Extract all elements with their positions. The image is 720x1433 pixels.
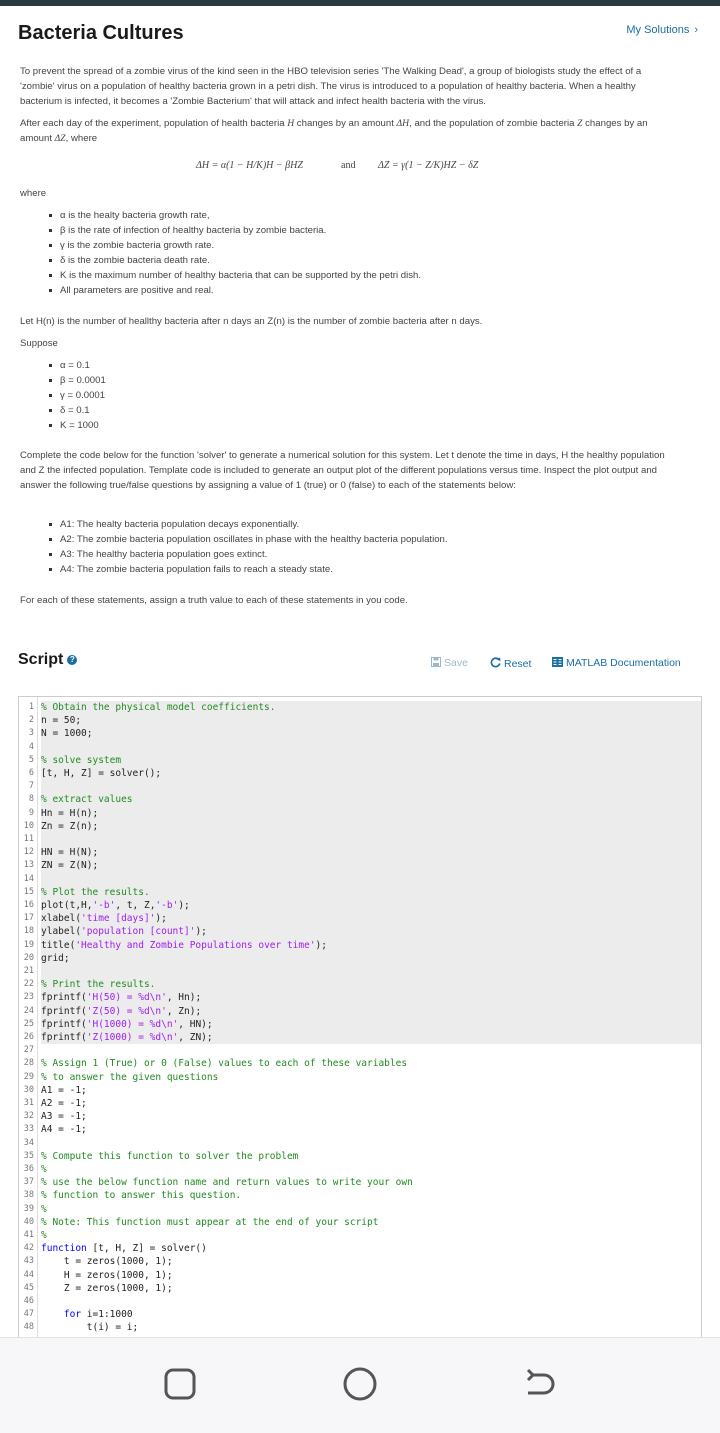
- save-icon: [431, 657, 441, 667]
- line-number: 4: [28, 741, 34, 752]
- after-each-text-5: , where: [65, 133, 98, 144]
- after-each-text-3: , and the population of zombie bacteria: [409, 118, 578, 129]
- code-text: % solve system: [41, 754, 701, 767]
- code-line[interactable]: [19, 1031, 701, 1044]
- code-line[interactable]: [19, 1057, 701, 1070]
- line-number: 30: [23, 1084, 34, 1095]
- line-number: 14: [23, 873, 34, 884]
- question-item: A4: The zombie bacteria population fails to reach a steady state.: [48, 562, 688, 577]
- page-title: Bacteria Cultures: [18, 22, 184, 44]
- code-line[interactable]: [19, 1216, 701, 1229]
- code-line[interactable]: [19, 1295, 701, 1308]
- line-number: 5: [28, 754, 34, 765]
- code-text: % extract values: [41, 793, 701, 806]
- questions-list: [48, 517, 688, 577]
- definition-item: α is the healty bacteria growth rate,: [48, 208, 688, 223]
- code-text: % Plot the results.: [41, 886, 701, 899]
- code-line[interactable]: [19, 1189, 701, 1202]
- code-line[interactable]: [19, 939, 701, 952]
- intro-text: To prevent the spread of a zombie virus of the kind seen in the HBO television series 'The Walking Dead', a group of biologists study the effect of a 'zombie' virus on a population of healthy bacteria grown in a petri dish. The virus is introduced to a population of healthy bacteria. When a healthy bacterium is infected, it becomes a 'Zombie Bacterium' that will attack and infect health bacteria with the virus.: [20, 66, 642, 107]
- documentation-icon: [552, 657, 563, 667]
- code-line[interactable]: [19, 1176, 701, 1189]
- code-text: [41, 1295, 701, 1308]
- line-number: 41: [23, 1230, 34, 1240]
- line-number: 7: [28, 781, 34, 792]
- code-line[interactable]: [19, 899, 701, 912]
- code-text: [41, 741, 701, 754]
- math-Z: Z: [577, 118, 583, 129]
- definitions-list: [48, 208, 688, 298]
- recents-icon: [162, 1366, 198, 1402]
- code-line[interactable]: [19, 1163, 701, 1176]
- code-text: A1 = -1;: [41, 1084, 87, 1096]
- reset-icon: [490, 657, 501, 668]
- code-line[interactable]: [19, 965, 701, 978]
- after-each-text-4: changes by an amount: [20, 118, 648, 144]
- code-line[interactable]: [19, 807, 701, 820]
- code-line[interactable]: [19, 1308, 701, 1321]
- home-icon: [342, 1366, 378, 1402]
- code-text: [41, 873, 701, 886]
- code-text: % Print the results.: [41, 978, 701, 991]
- my-solutions-link[interactable]: [626, 24, 698, 36]
- line-number: 25: [23, 1018, 34, 1029]
- line-number: 10: [23, 820, 34, 831]
- documentation-label: MATLAB Documentation: [566, 657, 681, 669]
- line-number: 20: [23, 952, 34, 963]
- line-number: 13: [23, 860, 34, 871]
- code-line[interactable]: [19, 1110, 701, 1123]
- after-each-text-1: After each day of the experiment, population of health bacteria: [20, 118, 288, 129]
- equation-delta-H: ΔH = α(1 − H/K)H − βHZ: [196, 160, 303, 171]
- code-text: Hn = H(n);: [41, 807, 701, 820]
- code-text: HN = H(N);: [41, 846, 701, 859]
- intro-paragraph: [20, 64, 670, 109]
- code-text: N = 1000;: [41, 727, 701, 740]
- line-number: 22: [23, 979, 34, 990]
- code-line[interactable]: [19, 1071, 701, 1084]
- code-text: Zn = Z(n);: [41, 820, 701, 833]
- code-line[interactable]: [19, 741, 701, 754]
- code-text: t = zeros(1000, 1);: [41, 1256, 173, 1268]
- line-number: 9: [28, 807, 34, 818]
- code-text: grid;: [41, 952, 701, 965]
- code-editor[interactable]: [18, 696, 702, 1337]
- code-line[interactable]: [19, 793, 701, 806]
- line-number: 28: [23, 1058, 34, 1069]
- code-text: [t, H, Z] = solver();: [41, 767, 701, 780]
- code-text: H = zeros(1000, 1);: [41, 1269, 173, 1281]
- code-text: function [t, H, Z] = solver(): [41, 1243, 207, 1255]
- code-line[interactable]: [19, 1123, 701, 1136]
- code-text: fprintf('Z(50) = %d\n', Zn);: [41, 1005, 701, 1018]
- code-text: % to answer the given questions: [41, 1071, 219, 1083]
- line-number: 40: [23, 1216, 34, 1227]
- code-text: % function to answer this question.: [41, 1190, 242, 1202]
- code-text: % Assign 1 (True) or 0 (False) values to each of these variables: [41, 1058, 408, 1070]
- line-number: 2: [28, 715, 34, 726]
- save-label: Save: [444, 657, 468, 669]
- my-solutions-label: My Solutions: [626, 24, 690, 36]
- code-line[interactable]: [19, 886, 701, 899]
- code-text: % use the below function name and return values to write your own: [41, 1177, 413, 1189]
- definition-item: All parameters are positive and real.: [48, 283, 688, 298]
- code-line[interactable]: [19, 1044, 701, 1057]
- code-text: t(i) = i;: [41, 1322, 139, 1334]
- line-number: 23: [23, 992, 34, 1003]
- line-number: 33: [23, 1124, 34, 1135]
- after-each-text-2: changes by an amount: [294, 118, 397, 129]
- code-line[interactable]: [19, 1097, 701, 1110]
- question-item: A1: The healty bacteria population decays exponentially.: [48, 517, 688, 532]
- line-number: 6: [28, 768, 34, 778]
- complete-paragraph: Complete the code below for the function 'solver' to generate a numerical solution for this system. Let t denote the time in days, H the healthy population and Z the infected population. Template code is included to generate an output plot of the different populations versus time. Inspect the plot output and answer the following true/false questions by assigning a value of 1 (true) or 0 (false) to each of the statements below:: [20, 450, 665, 491]
- code-line[interactable]: [19, 925, 701, 938]
- code-text: % Obtain the physical model coefficients.: [41, 701, 701, 714]
- math-delta-Z: ΔZ: [54, 133, 66, 144]
- parameter-item: K = 1000: [48, 418, 688, 433]
- code-text: [41, 833, 701, 846]
- code-text: % Note: This function must appear at the end of your script: [41, 1216, 379, 1228]
- code-line[interactable]: [19, 991, 701, 1004]
- line-number: 34: [23, 1137, 34, 1148]
- back-button[interactable]: [522, 1366, 558, 1402]
- code-text: fprintf('H(1000) = %d\n', HN);: [41, 1018, 701, 1031]
- code-line[interactable]: [19, 727, 701, 740]
- code-text: plot(t,H,'-b', t, Z,'-b');: [41, 899, 701, 912]
- line-number: 15: [23, 886, 34, 897]
- code-text: fprintf('H(50) = %d\n', Hn);: [41, 991, 701, 1004]
- line-number: 47: [23, 1309, 34, 1320]
- code-line[interactable]: [19, 846, 701, 859]
- line-number: 21: [23, 966, 34, 976]
- code-text: for i=1:1000: [63, 1309, 133, 1321]
- code-line[interactable]: [19, 1321, 701, 1334]
- line-number: 27: [23, 1045, 34, 1056]
- code-line[interactable]: [19, 1150, 701, 1163]
- code-line[interactable]: [19, 1269, 701, 1282]
- parameter-item: δ = 0.1: [48, 403, 688, 418]
- equation-and: and: [341, 160, 356, 171]
- script-heading: Script: [18, 651, 64, 668]
- script-section: [18, 651, 77, 669]
- line-number: 35: [23, 1150, 34, 1161]
- line-number: 48: [23, 1322, 34, 1333]
- math-delta-H: ΔH: [396, 118, 410, 129]
- definition-item: γ is the zombie bacteria growth rate.: [48, 238, 688, 253]
- line-number: 18: [23, 926, 34, 937]
- code-line[interactable]: [19, 1255, 701, 1268]
- code-line[interactable]: [19, 1203, 701, 1216]
- code-line[interactable]: [19, 820, 701, 833]
- back-icon: [522, 1366, 558, 1402]
- code-text: %: [41, 1230, 47, 1241]
- suppose-label: Suppose: [20, 338, 58, 349]
- matlab-documentation-link[interactable]: [552, 657, 681, 669]
- line-number: 44: [23, 1269, 34, 1280]
- code-line[interactable]: [19, 873, 701, 886]
- code-line[interactable]: [19, 1242, 701, 1255]
- android-nav-bar: [0, 1337, 720, 1433]
- code-line[interactable]: [19, 833, 701, 846]
- line-number: 32: [23, 1111, 34, 1122]
- parameter-item: γ = 0.0001: [48, 388, 688, 403]
- line-number: 46: [23, 1296, 34, 1306]
- code-line[interactable]: [19, 1005, 701, 1018]
- code-line[interactable]: [19, 701, 701, 714]
- code-line[interactable]: [19, 1137, 701, 1150]
- for-each-paragraph: For each of these statements, assign a truth value to each of these statements in you code.: [20, 595, 408, 606]
- line-number: 29: [23, 1071, 34, 1082]
- code-line[interactable]: [19, 912, 701, 925]
- code-text: A3 = -1;: [41, 1111, 87, 1123]
- recents-button[interactable]: [162, 1366, 198, 1402]
- equations: [196, 152, 516, 182]
- home-button[interactable]: [342, 1366, 378, 1402]
- code-text: title('Healthy and Zombie Populations over time');: [41, 939, 701, 952]
- code-text: % Compute this function to solver the problem: [41, 1150, 299, 1162]
- code-text: xlabel('time [days]');: [41, 912, 701, 925]
- code-text: ZN = Z(N);: [41, 859, 701, 872]
- after-each-paragraph: [20, 116, 670, 146]
- question-item: A3: The healthy bacteria population goes extinct.: [48, 547, 688, 562]
- line-number: 8: [28, 794, 34, 805]
- definition-item: β is the rate of infection of healthy bacteria by zombie bacteria.: [48, 223, 688, 238]
- code-text: ylabel('population [count]');: [41, 925, 701, 938]
- parameters-list: [48, 358, 688, 433]
- reset-button[interactable]: [490, 657, 531, 670]
- line-number: 42: [23, 1243, 34, 1254]
- code-text: [41, 780, 701, 793]
- code-line[interactable]: [19, 952, 701, 965]
- line-number: 1: [28, 702, 34, 712]
- line-number: 11: [23, 834, 34, 844]
- code-text: [41, 965, 701, 978]
- line-number: 45: [23, 1282, 34, 1293]
- code-text: %: [41, 1203, 47, 1215]
- code-text: %: [41, 1164, 47, 1175]
- equation-delta-Z: ΔZ = γ(1 − Z/K)HZ − δZ: [378, 160, 479, 171]
- parameter-item: β = 0.0001: [48, 373, 688, 388]
- code-line[interactable]: [19, 1229, 701, 1242]
- code-text: A4 = -1;: [41, 1124, 87, 1136]
- where-label: where: [20, 188, 47, 199]
- line-number: 31: [23, 1098, 34, 1108]
- code-text: A2 = -1;: [41, 1098, 87, 1109]
- code-text: fprintf('Z(1000) = %d\n', ZN);: [41, 1031, 701, 1044]
- code-text: Z = zeros(1000, 1);: [41, 1282, 173, 1294]
- line-number: 39: [23, 1203, 34, 1214]
- line-number: 36: [23, 1164, 34, 1174]
- let-paragraph: Let H(n) is the number of heallthy bacteria after n days an Z(n) is the number of zombie bacteria after n days.: [20, 316, 483, 327]
- line-number: 19: [23, 939, 34, 950]
- code-text: [41, 1044, 701, 1057]
- line-number: 16: [23, 900, 34, 910]
- line-number: 24: [23, 1005, 34, 1016]
- code-line[interactable]: [19, 780, 701, 793]
- line-number: 37: [23, 1177, 34, 1188]
- reset-label: Reset: [504, 658, 532, 670]
- code-line[interactable]: [19, 978, 701, 991]
- help-icon[interactable]: ?: [67, 655, 77, 665]
- question-item: A2: The zombie bacteria population oscillates in phase with the healthy bacteria population.: [48, 532, 688, 547]
- save-button[interactable]: [431, 657, 468, 669]
- code-text: n = 50;: [41, 714, 701, 727]
- line-number: 17: [23, 913, 34, 924]
- code-line[interactable]: [19, 754, 701, 767]
- code-line[interactable]: [19, 1018, 701, 1031]
- top-bar: [0, 0, 720, 6]
- code-line[interactable]: [19, 859, 701, 872]
- code-text: [41, 1137, 701, 1150]
- chevron-right-icon: ›: [694, 24, 698, 36]
- code-line[interactable]: [19, 1282, 701, 1295]
- definition-item: δ is the zombie bacteria death rate.: [48, 253, 688, 268]
- line-number: 3: [28, 728, 34, 739]
- line-number: 43: [23, 1256, 34, 1267]
- definition-item: K is the maximum number of healthy bacteria that can be supported by the petri dish.: [48, 268, 688, 283]
- code-line[interactable]: [19, 767, 701, 780]
- line-number: 38: [23, 1190, 34, 1201]
- parameter-item: α = 0.1: [48, 358, 688, 373]
- line-number: 12: [23, 847, 34, 858]
- math-H: H: [287, 118, 295, 129]
- line-number: 26: [23, 1032, 34, 1042]
- code-line[interactable]: [19, 714, 701, 727]
- code-line[interactable]: [19, 1084, 701, 1097]
